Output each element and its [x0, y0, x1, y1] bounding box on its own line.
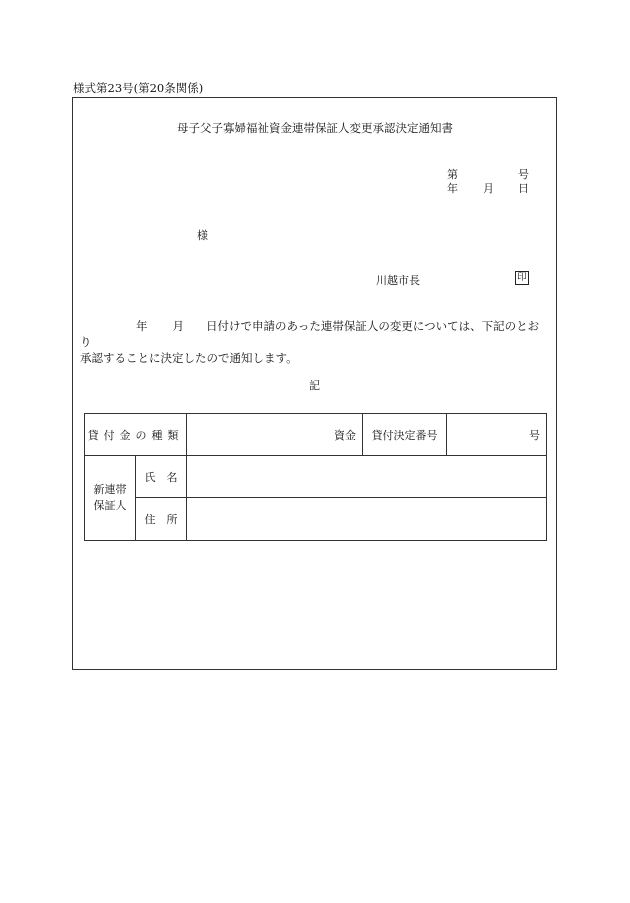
table-row: [85, 498, 547, 541]
form-number-label: 様式第23号(第20条関係): [73, 81, 204, 95]
loan-type-label: 貸付金の種類: [85, 414, 187, 456]
new-guarantor-label: [85, 456, 136, 541]
date-year-label: 年: [447, 182, 458, 195]
address-label: 住 所: [136, 498, 187, 541]
decision-number-label: 貸付決定番号: [363, 414, 447, 456]
number-prefix: 第: [447, 168, 458, 181]
seal-mark: 印: [515, 271, 529, 285]
notice-body: [80, 318, 550, 366]
document-title: 母子父子寡婦福祉資金連帯保証人変更承認決定通知書: [177, 121, 453, 135]
table-row: [85, 456, 547, 498]
notice-body-line-2: 承認することに決定したので通知します。: [80, 351, 298, 365]
loan-detail-table: [84, 413, 547, 541]
new-guarantor-label-line-1: 新連帯: [93, 483, 127, 496]
loan-type-value: 資金: [187, 414, 363, 456]
number-suffix: 号: [518, 168, 529, 181]
issuer-name: 川越市長: [376, 274, 420, 287]
decision-number-value: 号: [447, 414, 547, 456]
notice-body-line-1: [80, 318, 550, 350]
name-field: [187, 456, 547, 498]
name-label: 氏 名: [136, 456, 187, 498]
date-month-label: 月: [483, 182, 494, 195]
body-month-label: 月: [172, 319, 184, 333]
table-row: [85, 414, 547, 456]
new-guarantor-label-line-2: 保証人: [93, 499, 127, 512]
date-day-label: 日: [518, 182, 529, 195]
addressee-suffix: 様: [197, 229, 208, 242]
ki-heading: 記: [309, 379, 320, 392]
address-field: [187, 498, 547, 541]
body-line1-text: 日付けで申請のあった連帯保証人の変更については、下記のとおり: [80, 319, 540, 349]
body-year-label: 年: [136, 319, 148, 333]
